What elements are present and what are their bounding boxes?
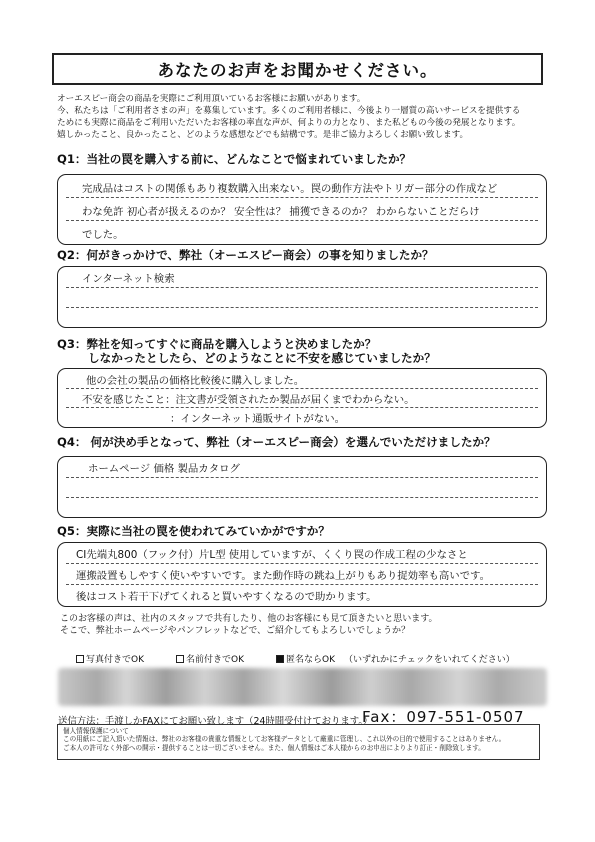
q4-answer-line: ホームページ 価格 製品カタログ [88,463,240,475]
option-photo-checkbox[interactable] [76,655,84,663]
q3-answer-line: 不安を感じたこと：注文書が受領されたか製品が届くまでわからない。 [82,394,415,406]
q4-answer-box [57,456,547,518]
q5-question: Q5：実際に当社の罠を使われてみていかがですか？ [57,524,330,538]
q3-answer-line: ：インターネット通販サイトがない。 [170,413,345,425]
q5-answer-box [57,542,547,607]
option-anonymous[interactable] [276,652,335,665]
q1-answer-box [57,174,547,245]
option-anonymous-label: 匿名ならOK [286,655,335,665]
q1-answer-line: でした。 [82,229,124,241]
redacted-personal-info [58,668,547,706]
page-title: あなたのお声をお聞かせください。 [52,53,543,85]
intro-line: オーエスピー商会の商品を実際にご利用頂いているお客様にお願いがあります。 [57,94,366,104]
option-name-label: 名前付きでOK [186,655,244,665]
send-method: 送信方法：手渡しかFAXにてお願い致します（24時間受付けております。） [58,716,373,727]
q3-answer-line: 他の会社の製品の価格比較後に購入しました。 [86,375,305,387]
option-photo-label: 写真付きでOK [86,655,144,665]
closing-line: このお客様の声は、社内のスタッフで共有したり、他のお客様にも見て頂きたいと思います。 [60,614,438,624]
q5-answer-line: CI先端丸800（フック付）片L型 使用していますが、くくり罠の作成工程の少なさと [76,549,468,561]
closing-line: そこで、弊社ホームページやパンフレットなどで、ご紹介してもよろしいでしょうか？ [60,626,411,636]
q2-question: Q2：何がきっかけで、弊社（オーエスピー商会）の事を知りましたか？ [57,248,434,262]
q2-answer-line: インターネット検索 [82,273,175,285]
q1-answer-line: 完成品はコストの関係もあり複数購入出来ない。罠の動作方法やトリガー部分の作成など [82,183,498,195]
option-name-checkbox[interactable] [176,655,184,663]
q1-answer-line: わな免許 初心者が扱えるのか？ 安全性は？ 捕獲できるのか？ わからないことだらけ [82,206,480,218]
privacy-title: 個人情報保護について [63,727,129,735]
q3-answer-box [57,368,547,428]
option-anonymous-checkbox[interactable] [276,655,284,663]
privacy-notice [57,724,540,760]
privacy-line: この用紙にご記入頂いた情報は、弊社のお客様の貴重な情報としてお客様データとして厳重に管理し、これ以外の目的で使用することはありません。 [63,735,506,744]
fax-number: Fax：097-551-0507 [362,708,525,726]
q4-question: Q4： 何が決め手となって、弊社（オーエスピー商会）を選んでいただけましたか？ [57,435,496,449]
q5-answer-line: 後はコスト若干下げてくれると買いやすくなるので助かります。 [76,591,377,603]
intro-line: 嬉しかったこと、良かったこと、どのような感想などでも結構です。是非ご協力よろしくお願い致します。 [57,130,469,140]
q3-question: Q3：弊社を知ってすぐに商品を購入しようと決めましたか？ [57,337,377,351]
option-name[interactable] [176,652,244,665]
option-photo[interactable] [76,652,144,665]
q2-answer-box [57,266,547,328]
q3-question-second-line: しなかったとしたら、どのようなことに不安を感じていましたか？ [88,351,436,365]
intro-line: 今、私たちは「ご利用者さまの声」を募集しています。多くのご利用者様に、今後より一層質の高いサービスを提供する [57,106,521,116]
q5-answer-line: 運搬設置もしやすく使いやすいです。また動作時の跳ね上がりもあり捉効率も高いです。 [76,570,490,582]
privacy-line: ご本人の許可なく外部への開示・提供することは一切ございません。また、個人情報はご本人様からのお申出によりより訂正・削除致します。 [63,743,485,752]
options-note: （いずれかにチェックをいれてください） [344,655,515,665]
q1-question: Q1：当社の罠を購入する前に、どんなことで悩まれていましたか？ [57,152,412,166]
intro-line: ためにも実際に商品をご利用いただいたお客様の率直な声が、何よりの力となり、また私どもの今後の発展となります。 [57,118,521,128]
